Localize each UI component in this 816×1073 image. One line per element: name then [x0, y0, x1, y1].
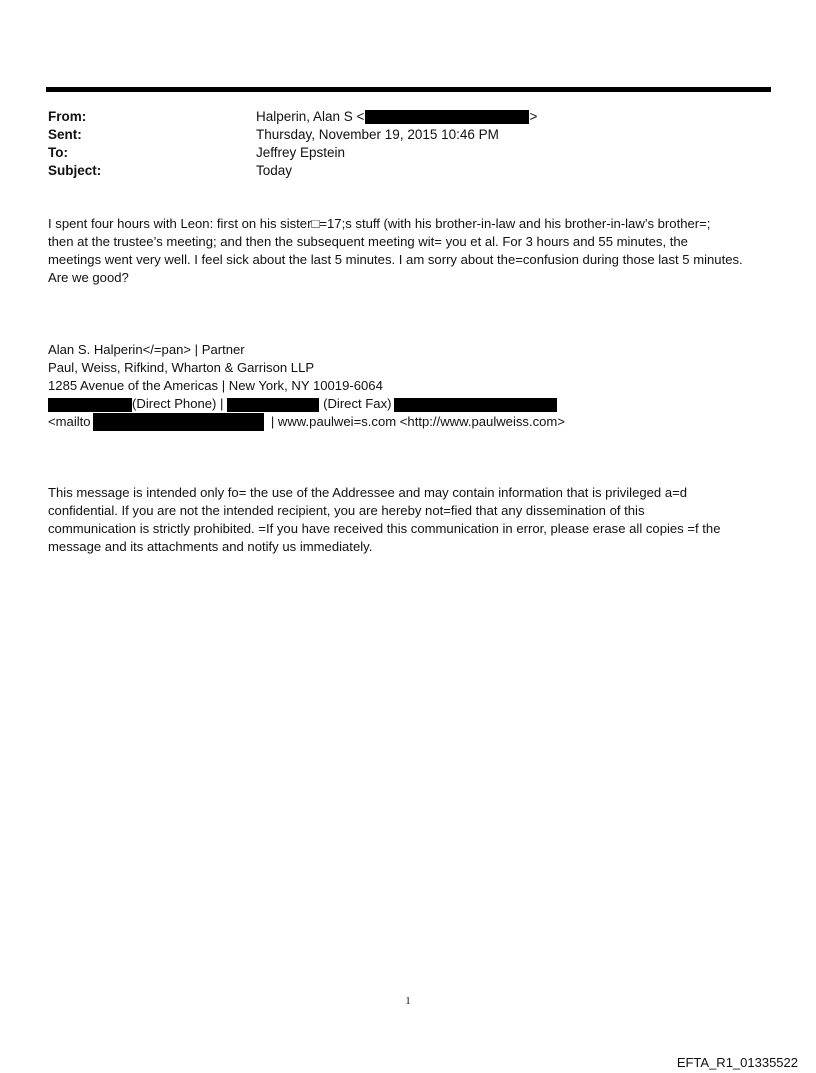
mailto-prefix: <mailto [48, 414, 91, 429]
to-label: To: [48, 145, 68, 160]
redacted-email [365, 110, 529, 124]
body-line: meetings went very well. I feel sick about the last 5 minutes. I am sorry about the=confusion during those last 5 minutes. [48, 252, 743, 267]
confidentiality-disclaimer [48, 484, 720, 556]
disclaimer-line: message and its attachments and notify us immediately. [48, 539, 373, 554]
body-line: I spent four hours with Leon: first on his sister□=17;s stuff (with his brother-in-law and his brother-in-law’s brother=; [48, 216, 711, 231]
body-line: Are we good? [48, 270, 129, 285]
sent-value: Thursday, November 19, 2015 10:46 PM [256, 127, 499, 142]
direct-phone-label: (Direct Phone) | [132, 396, 224, 411]
body-line: then at the trustee’s meeting; and then the subsequent meeting wit= you et al. For 3 hours and 55 minutes, the [48, 234, 688, 249]
redacted-phone [48, 398, 132, 412]
redacted-mailto [93, 413, 264, 431]
message-body [48, 215, 743, 287]
website-link[interactable]: | www.paulwei=s.com <http://www.paulweiss.com> [270, 414, 565, 429]
header-rule [46, 87, 771, 92]
page-number: 1 [405, 995, 411, 1007]
from-name: Halperin, Alan S < [256, 109, 365, 124]
signature-links [48, 413, 565, 431]
from-label: From: [48, 109, 87, 124]
subject-label: Subject: [48, 163, 102, 178]
document-id: EFTA_R1_01335522 [676, 1055, 798, 1070]
redacted-fax [227, 398, 319, 412]
signature-block [48, 341, 565, 431]
to-value: Jeffrey Epstein [256, 145, 346, 160]
disclaimer-line: communication is strictly prohibited. =If you have received this communication in error, please erase all copies =f the [48, 521, 721, 536]
subject-value: Today [256, 163, 293, 178]
from-value [256, 108, 537, 126]
disclaimer-line: This message is intended only fo= the use of the Addressee and may contain information that is privileged a=d [48, 485, 688, 500]
signature-firm: Paul, Weiss, Rifkind, Wharton & Garrison LLP [48, 360, 315, 375]
redacted-email-address [394, 398, 557, 412]
sent-label: Sent: [48, 127, 82, 142]
from-close: > [529, 109, 538, 124]
direct-fax-label: (Direct Fax) [323, 396, 392, 411]
signature-address: 1285 Avenue of the Americas | New York, NY 10019-6064 [48, 378, 383, 393]
signature-contact [48, 395, 565, 413]
disclaimer-line: confidential. If you are not the intended recipient, you are hereby not=fied that any dissemination of this [48, 503, 645, 518]
signature-name: Alan S. Halperin</=pan> | Partner [48, 342, 245, 357]
